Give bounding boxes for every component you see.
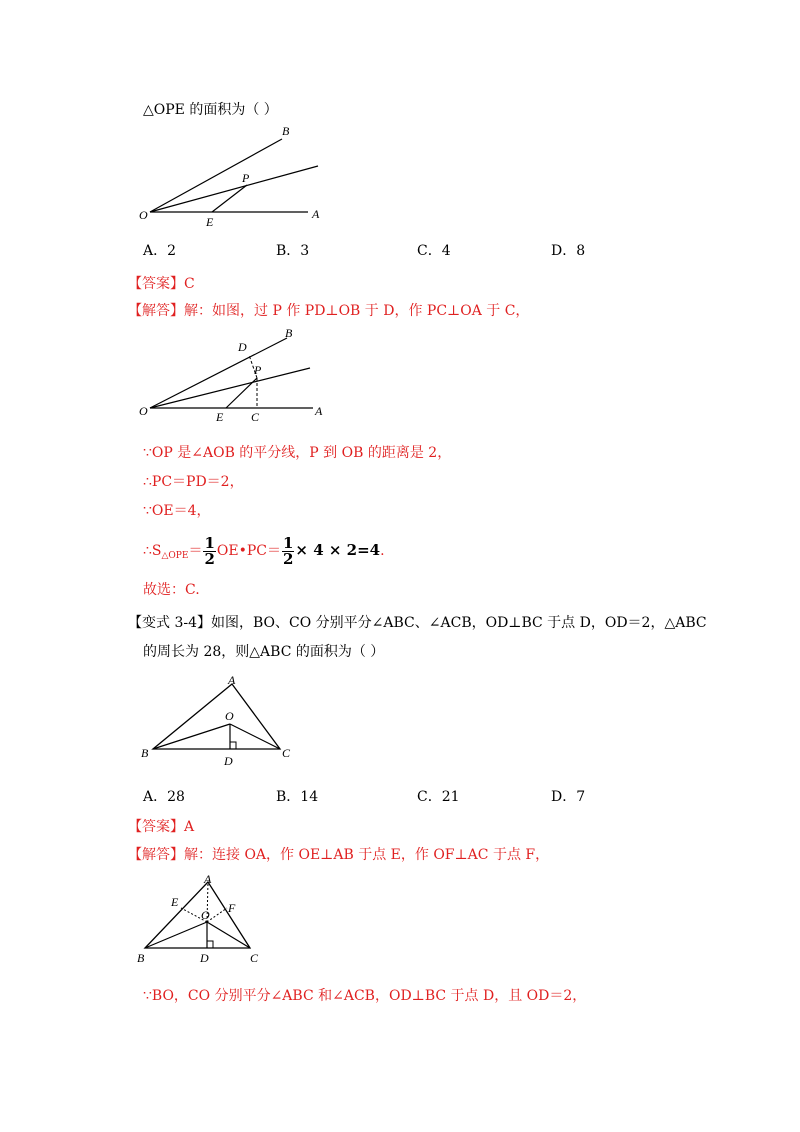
q1-step4-calc: × 4 × 2=4 (295, 541, 381, 559)
q2-figure (135, 672, 315, 772)
q2-fig2-label-b: B (137, 951, 145, 965)
q1-step4-eq: ＝ (188, 543, 203, 559)
q2-stem-text: 如图，BO、CO 分别平分∠ABC、∠ACB，OD⊥BC 于点 D，OD＝2，△ABC (211, 615, 707, 631)
q1-step1: ∵OP 是∠AOB 的平分线，P 到 OB 的距离是 2， (143, 445, 452, 461)
q2-fig-label-o: O (225, 709, 234, 723)
q1-analysis-figure (130, 325, 350, 430)
q2-fig-label-c: C (282, 746, 291, 760)
q1-fig2-label-e: E (216, 410, 224, 424)
q1-step3: ∵OE＝4， (143, 503, 211, 519)
q1-option-a: A．2 (143, 243, 177, 259)
q2-step1: ∵BO，CO 分别平分∠ABC 和∠ACB，OD⊥BC 于点 D，且 OD＝2， (143, 988, 587, 1004)
q1-step4-end: . (380, 543, 385, 559)
q1-conclusion: 故选：C. (143, 582, 200, 598)
q2-analysis-figure (133, 870, 283, 970)
q2-fig-label-a: A (228, 673, 236, 687)
q1-fig2-label-a: A (315, 404, 323, 418)
q2-title-tag: 【变式 3-4】 (128, 615, 211, 631)
q1-fig-label-a: A (312, 207, 320, 221)
q1-option-c: C．4 (417, 243, 451, 259)
q2-fig2-label-a: A (204, 872, 212, 886)
q1-figure (130, 122, 350, 232)
q1-answer: 【答案】C (128, 276, 195, 292)
q1-fig-label-b: B (282, 124, 290, 138)
q2-fig2-label-e: E (171, 895, 179, 909)
q2-fig2-label-c: C (250, 951, 259, 965)
q2-analysis-head: 【解答】解：连接 OA，作 OE⊥AB 于点 E，作 OF⊥AC 于点 F， (128, 847, 550, 863)
fraction-numerator: 1 (204, 533, 215, 552)
q2-stem-line2: 的周长为 28，则△ABC 的面积为（ ） (143, 644, 385, 660)
q2-stem-line1 (128, 614, 707, 632)
q1-fraction-2 (282, 533, 294, 568)
q1-fig-label-p: P (242, 171, 250, 185)
q2-fig2-label-d: D (200, 951, 209, 965)
q2-fig2-label-f: F (228, 901, 236, 915)
q1-fraction-1 (203, 533, 215, 568)
q1-fig-label-e: E (206, 215, 214, 229)
q1-stem-tail: △OPE 的面积为（ ） (143, 102, 278, 118)
q1-fig-label-o: O (139, 208, 148, 222)
q1-step4-mid: OE•PC＝ (216, 543, 281, 559)
q1-fig2-label-o: O (139, 404, 148, 418)
fraction-denominator: 2 (282, 549, 294, 568)
q1-fig2-label-c: C (251, 410, 260, 424)
q1-fig2-label-d: D (238, 340, 247, 354)
q1-option-b: B．3 (276, 243, 310, 259)
fraction-denominator: 2 (204, 549, 215, 568)
q2-option-a: A．28 (143, 789, 185, 805)
q2-option-c: C．21 (417, 789, 460, 805)
q2-fig-label-b: B (141, 746, 149, 760)
q2-fig2-label-o: O (201, 908, 210, 922)
q1-step4-sub: △OPE (161, 551, 189, 561)
q1-fig2-label-p: P (254, 363, 262, 377)
q1-step4-prefix: ∴S (143, 543, 162, 559)
q2-fig-label-d: D (224, 754, 233, 768)
q1-step4 (143, 533, 385, 573)
q1-analysis-head: 【解答】解：如图，过 P 作 PD⊥OB 于 D，作 PC⊥OA 于 C， (128, 303, 530, 319)
q1-option-d: D．8 (551, 243, 586, 259)
q2-answer: 【答案】A (128, 819, 195, 835)
fraction-numerator: 1 (282, 533, 294, 552)
q2-option-d: D．7 (551, 789, 586, 805)
q1-fig2-label-b: B (285, 326, 293, 340)
q1-step2: ∴PC＝PD＝2， (143, 474, 244, 490)
q2-option-b: B．14 (276, 789, 319, 805)
